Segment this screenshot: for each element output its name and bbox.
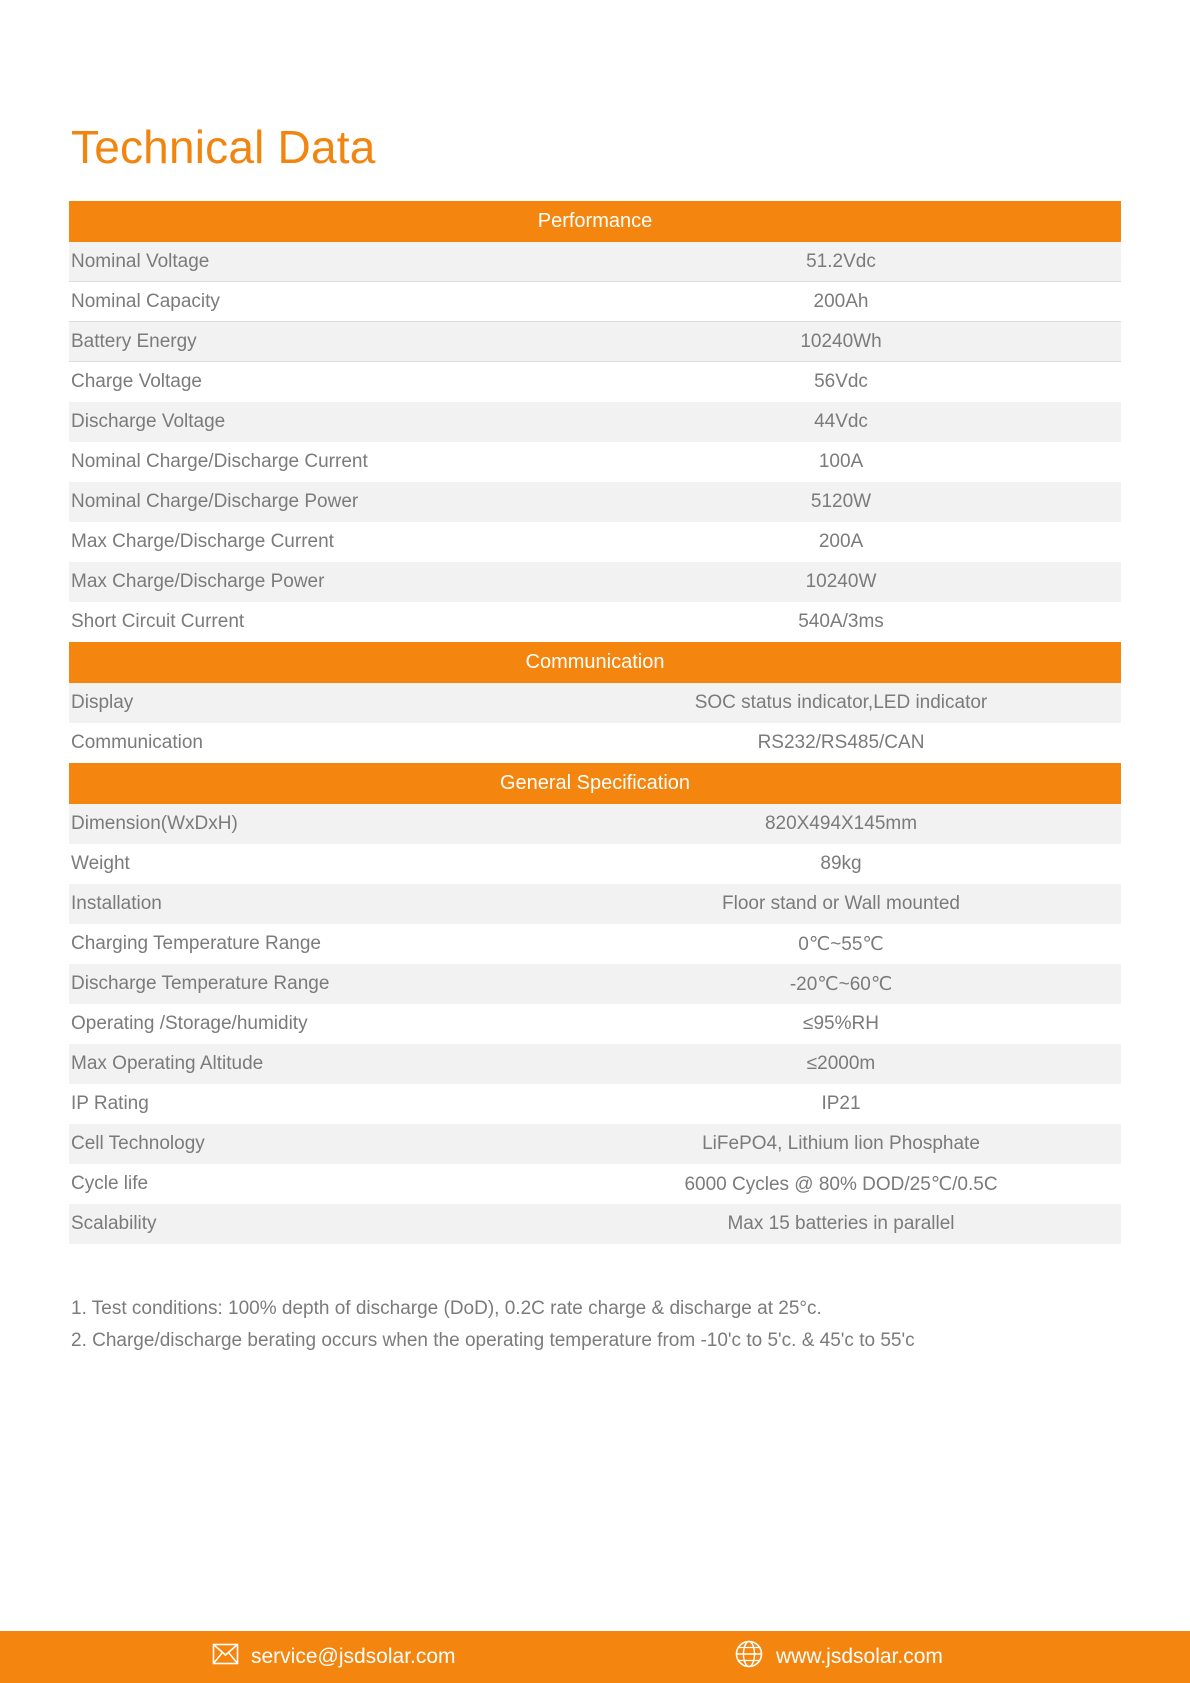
table-row (69, 1084, 1121, 1124)
row-value: 10240W (805, 571, 877, 592)
footer-website[interactable] (734, 1631, 943, 1683)
row-value: 200Ah (813, 290, 869, 312)
row-label: Short Circuit Current (71, 611, 245, 632)
table-row (69, 322, 1121, 362)
row-label: Cell Technology (71, 1133, 205, 1154)
row-value: 44Vdc (814, 411, 868, 432)
table-row (69, 683, 1121, 723)
row-value: 5120W (810, 491, 872, 512)
row-value: 89kg (820, 853, 862, 874)
row-label: Nominal Voltage (71, 250, 210, 272)
row-value: 51.2Vdc (806, 250, 876, 272)
row-label: IP Rating (71, 1093, 149, 1114)
table-row (69, 602, 1121, 642)
footer-email[interactable] (212, 1631, 456, 1683)
row-value: ≤2000m (806, 1053, 876, 1074)
table-row (69, 924, 1121, 964)
section-header-general-specification: General Specification (69, 763, 1121, 804)
row-label: Nominal Charge/Discharge Power (71, 491, 359, 512)
row-label: Charging Temperature Range (71, 933, 321, 954)
table-row (69, 844, 1121, 884)
footnote: 1. Test conditions: 100% depth of discharge (DoD), 0.2C rate charge & discharge at 25°c. (71, 1298, 822, 1319)
section-header-communication: Communication (69, 642, 1121, 683)
footnotes (71, 1293, 915, 1357)
row-label: Max Charge/Discharge Current (71, 531, 334, 552)
row-label: Max Charge/Discharge Power (71, 571, 325, 592)
envelope-icon (212, 1643, 251, 1671)
table-row (69, 964, 1121, 1004)
page-title: Technical Data (71, 121, 376, 173)
row-value: 540A/3ms (798, 611, 884, 632)
row-label: Max Operating Altitude (71, 1053, 264, 1074)
table-row (69, 442, 1121, 482)
website-link[interactable]: www.jsdsolar.com (776, 1645, 943, 1668)
row-value: Max 15 batteries in parallel (727, 1213, 955, 1234)
table-row (69, 1204, 1121, 1244)
table-row (69, 1164, 1121, 1204)
row-label: Discharge Temperature Range (71, 973, 330, 994)
row-label: Scalability (71, 1213, 157, 1234)
row-label: Charge Voltage (71, 371, 202, 392)
row-label: Communication (71, 732, 203, 753)
row-label: Installation (71, 893, 162, 914)
table-row (69, 562, 1121, 602)
row-value: SOC status indicator,LED indicator (694, 692, 988, 713)
row-label: Weight (71, 853, 130, 874)
row-value: ≤95%RH (803, 1013, 879, 1034)
table-row (69, 1124, 1121, 1164)
row-value: -20℃~60℃ (789, 973, 893, 995)
table-row (69, 1044, 1121, 1084)
table-row (69, 282, 1121, 322)
row-value: Floor stand or Wall mounted (722, 893, 960, 914)
row-value: 56Vdc (814, 371, 868, 392)
table-row (69, 723, 1121, 763)
row-label: Cycle life (71, 1173, 149, 1194)
table-row (69, 482, 1121, 522)
row-label: Dimension(WxDxH) (71, 813, 238, 834)
row-label: Operating /Storage/humidity (71, 1013, 308, 1034)
globe-icon (734, 1639, 776, 1675)
row-value: LiFePO4, Lithium lion Phosphate (702, 1133, 980, 1154)
table-row (69, 522, 1121, 562)
row-label: Discharge Voltage (71, 411, 226, 432)
table-row (69, 362, 1121, 402)
row-label: Battery Energy (71, 330, 197, 352)
row-value: RS232/RS485/CAN (757, 732, 925, 753)
row-value: 100A (818, 451, 864, 472)
row-value: 200A (818, 531, 864, 552)
table-row (69, 884, 1121, 924)
table-row (69, 1004, 1121, 1044)
footnote: 2. Charge/discharge berating occurs when the operating temperature from -10'c to 5'c. & 45'c to 55'c (71, 1330, 915, 1351)
row-label: Nominal Charge/Discharge Current (71, 451, 368, 472)
row-value: 10240Wh (800, 330, 882, 352)
row-value: 0℃~55℃ (798, 933, 884, 955)
technical-data-table (69, 201, 1121, 1244)
table-row (69, 402, 1121, 442)
section-header-performance: Performance (69, 201, 1121, 242)
row-label: Display (71, 692, 134, 713)
row-value: 6000 Cycles @ 80% DOD/25℃/0.5C (684, 1173, 998, 1195)
row-value: 820X494X145mm (764, 813, 918, 834)
row-value: IP21 (821, 1093, 861, 1114)
email-link[interactable]: service@jsdsolar.com (251, 1645, 456, 1668)
table-row (69, 242, 1121, 282)
row-label: Nominal Capacity (71, 290, 220, 312)
table-row (69, 804, 1121, 844)
footer-bar (0, 1631, 1190, 1683)
